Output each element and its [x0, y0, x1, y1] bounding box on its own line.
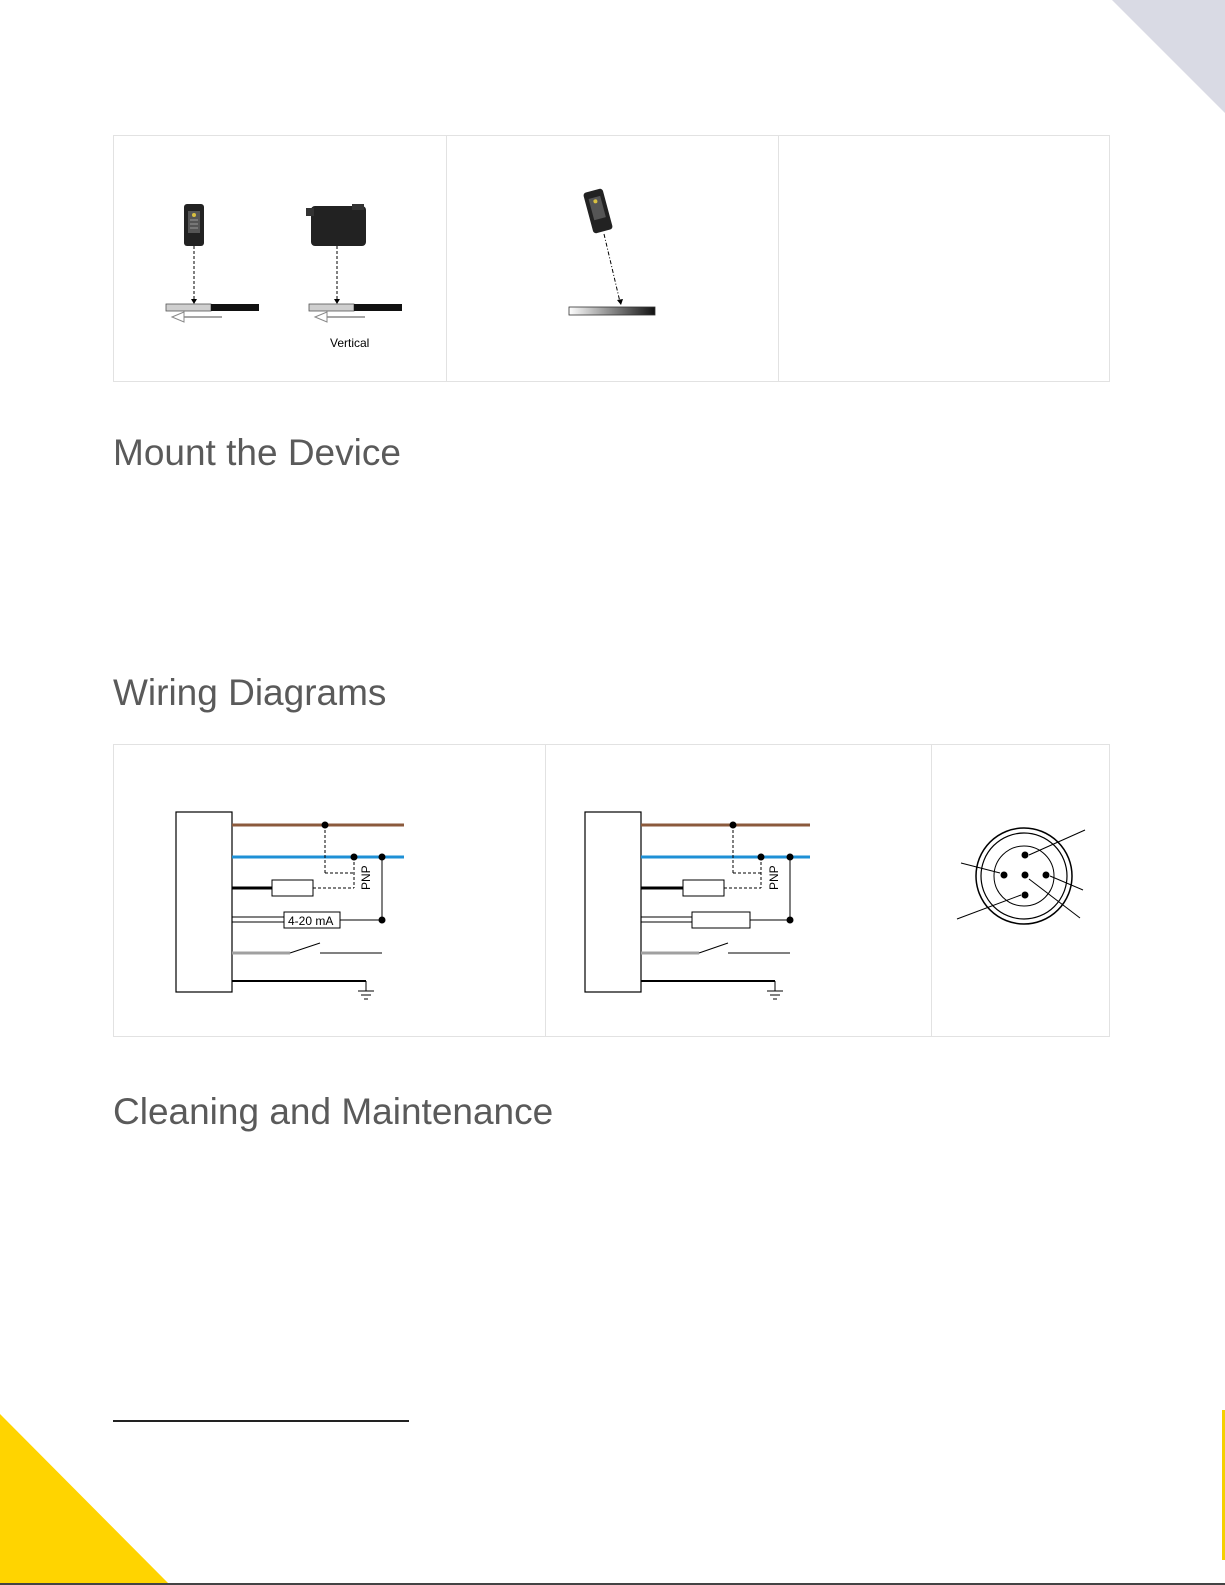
section-title-wiring: Wiring Diagrams	[113, 672, 387, 713]
figure-cell-perpendicular	[114, 136, 447, 381]
connector-pinout-icon	[932, 745, 1111, 1038]
vertical-label: Vertical	[330, 336, 370, 350]
analog-wiring-diagram	[114, 745, 546, 1038]
wiring-cell-analog	[114, 745, 546, 1036]
section-title-cleaning: Cleaning and Maintenance	[113, 1091, 554, 1132]
wiring-cell-connector	[932, 745, 1111, 1036]
section-title-mount: Mount the Device	[113, 432, 401, 473]
ground-icon	[767, 991, 783, 999]
small-sensor-icon	[184, 204, 204, 246]
pnp-label: PNP	[767, 865, 781, 890]
footnote-divider	[113, 1420, 409, 1422]
perpendicular-mounting-figure	[114, 136, 447, 383]
pnp-label: PNP	[359, 865, 373, 890]
analog-output-label: 4-20 mA	[288, 914, 334, 928]
figure-cell-tilted	[447, 136, 779, 381]
tilted-mounting-figure	[447, 136, 779, 383]
ground-icon	[358, 991, 374, 999]
large-sensor-icon	[306, 204, 366, 246]
tilted-sensor-icon	[583, 188, 613, 234]
wiring-diagram-table	[113, 744, 1110, 1037]
figure-cell-empty	[779, 136, 1111, 381]
wiring-cell-switch	[546, 745, 932, 1036]
switch-wiring-diagram	[546, 745, 932, 1038]
mounting-figure-table	[113, 135, 1110, 382]
